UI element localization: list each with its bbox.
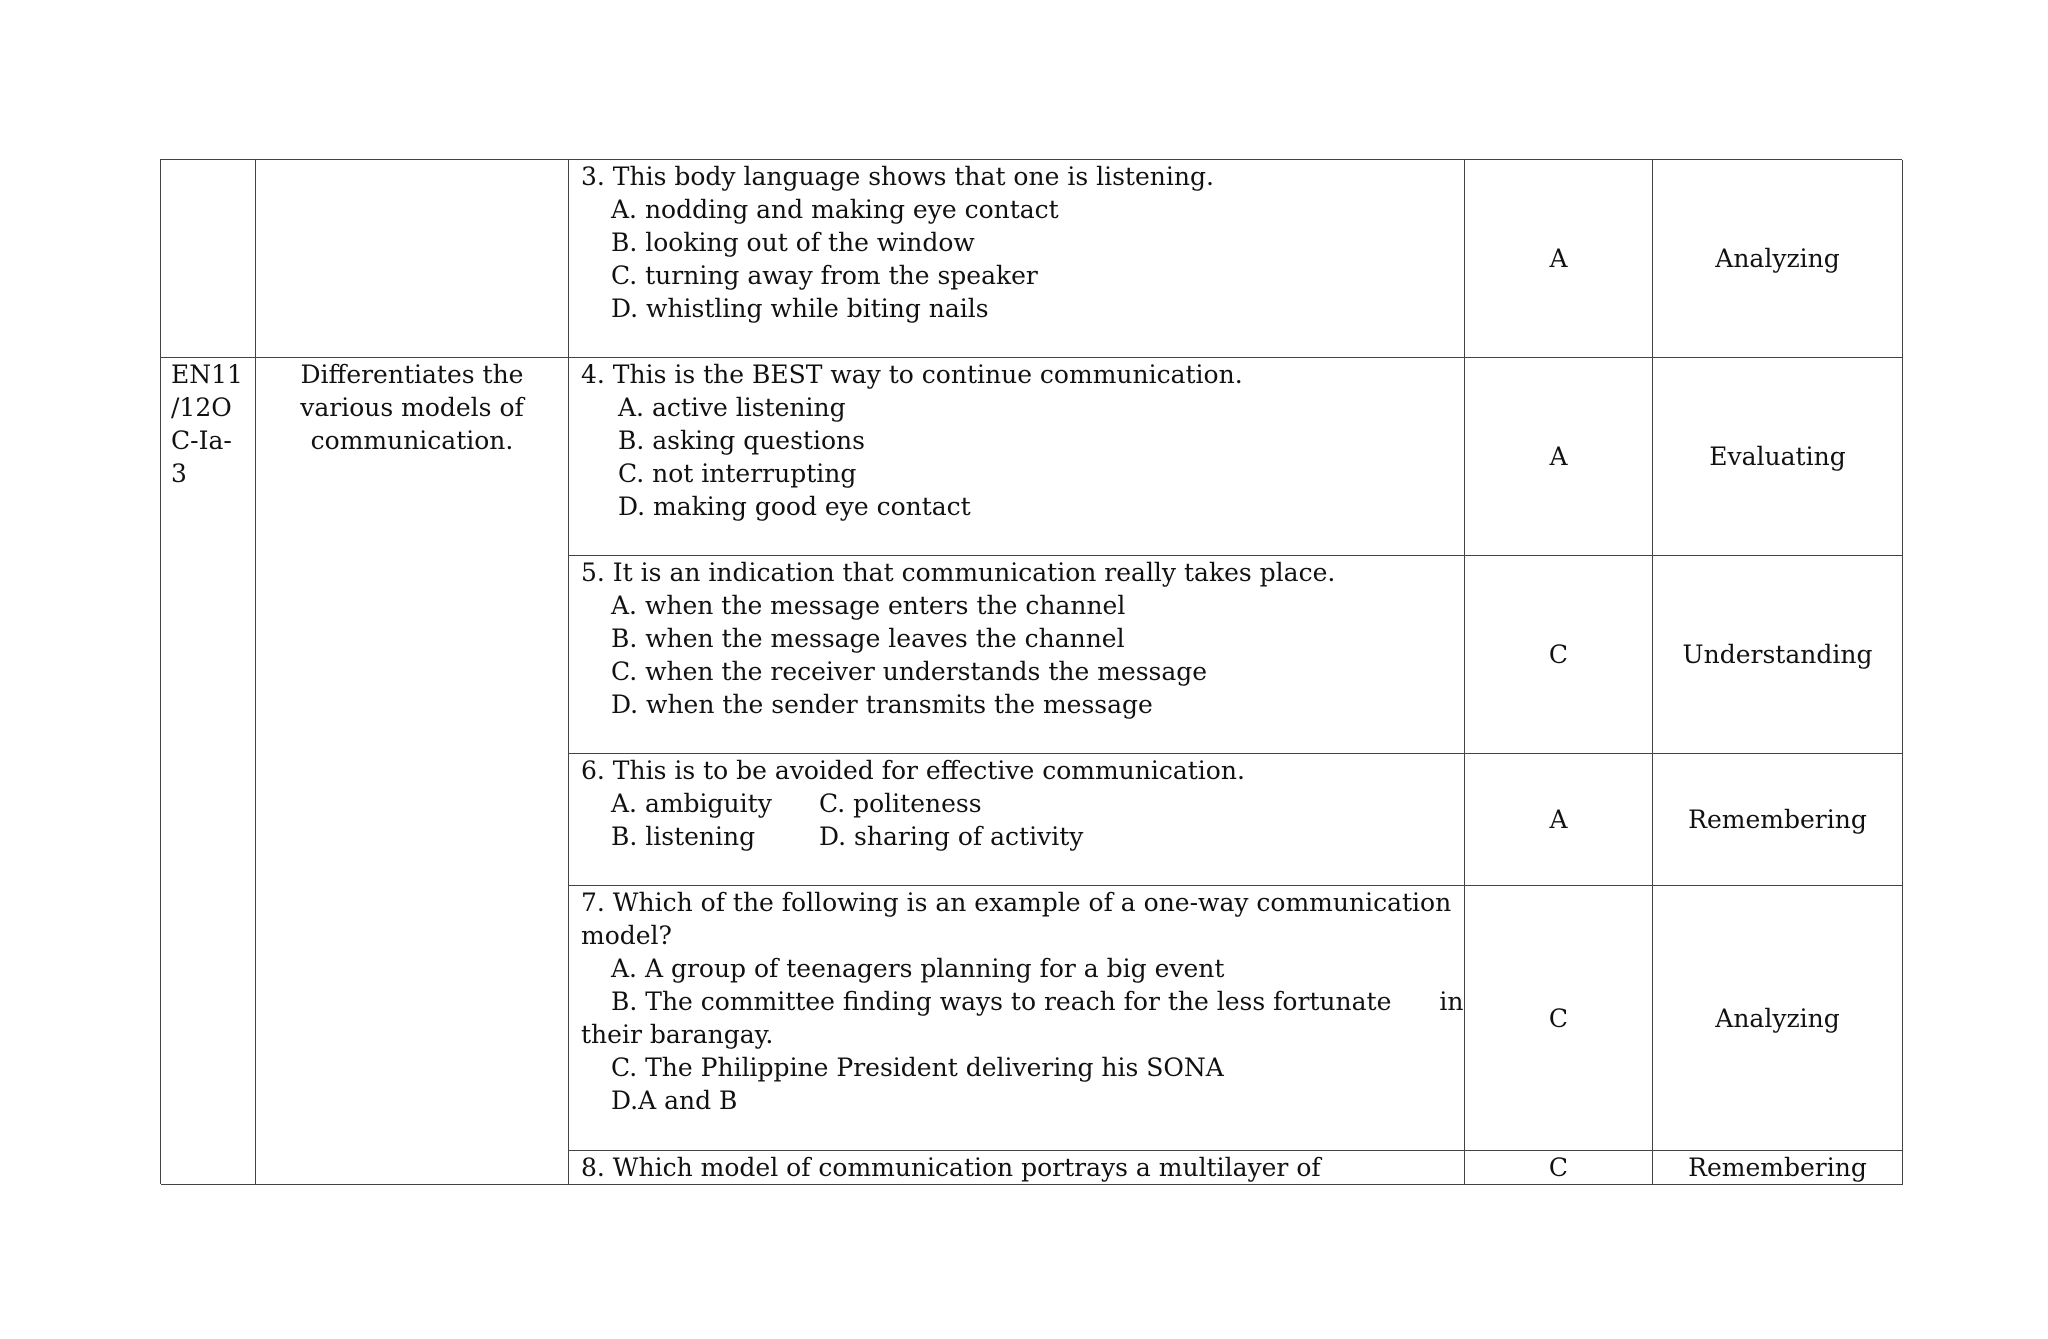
option-a: A. A group of teenagers planning for a big event (611, 954, 1225, 983)
option-c: C. The Philippine President delivering his SONA (611, 1053, 1224, 1082)
question-text: 4. This is the BEST way to continue communication. (581, 360, 1243, 389)
competency-cell (256, 358, 569, 1185)
option-d: D. when the sender transmits the message (611, 690, 1153, 719)
cognitive-level: Remembering (1688, 1153, 1867, 1182)
option-b: B. The committee finding ways to reach for the less fortunate (611, 987, 1392, 1016)
answer-cell-5 (1465, 556, 1653, 754)
code-line: C-Ia- (171, 426, 232, 455)
answer-key: A (1549, 805, 1568, 834)
option-b: B. asking questions (618, 426, 865, 455)
option-d: D.A and B (611, 1086, 738, 1115)
answer-key: A (1549, 244, 1568, 273)
option-d: D. making good eye contact (618, 492, 971, 521)
code-line: 3 (171, 459, 187, 488)
answer-cell-8 (1465, 1151, 1653, 1185)
option-c: C. not interrupting (618, 459, 857, 488)
cognitive-level: Remembering (1688, 805, 1867, 834)
cognitive-level: Evaluating (1709, 442, 1846, 471)
level-cell-4 (1653, 358, 1903, 556)
competency-cell-empty (256, 160, 569, 358)
code-cell (161, 358, 256, 1185)
assessment-table (160, 159, 1902, 1184)
question-cell-4 (569, 358, 1465, 556)
level-cell-6 (1653, 754, 1903, 886)
option-c: C. when the receiver understands the message (611, 657, 1208, 686)
cognitive-level: Understanding (1682, 640, 1873, 669)
answer-cell-4 (1465, 358, 1653, 556)
option-a: A. ambiguity (611, 789, 772, 818)
answer-cell-7 (1465, 886, 1653, 1151)
competency-line: communication. (310, 426, 514, 455)
option-b: B. when the message leaves the channel (611, 624, 1125, 653)
code-line: EN11 (171, 360, 243, 389)
competency-line: Differentiates the (300, 360, 524, 389)
option-a: A. nodding and making eye contact (611, 195, 1059, 224)
question-text: 7. Which of the following is an example of a one-way communication (581, 888, 1452, 917)
option-b: B. looking out of the window (611, 228, 975, 257)
code-cell-empty (161, 160, 256, 358)
level-cell-5 (1653, 556, 1903, 754)
option-a: A. active listening (618, 393, 846, 422)
answer-cell-3 (1465, 160, 1653, 358)
level-cell-8 (1653, 1151, 1903, 1185)
question-text-cont: model? (581, 921, 672, 950)
option-c: C. politeness (819, 789, 982, 818)
question-cell-7 (569, 886, 1465, 1151)
answer-key: A (1549, 442, 1568, 471)
option-d: D. whistling while biting nails (611, 294, 989, 323)
answer-key: C (1548, 1153, 1569, 1182)
question-text: 3. This body language shows that one is listening. (581, 162, 1214, 191)
question-cell-8 (569, 1151, 1465, 1185)
answer-cell-6 (1465, 754, 1653, 886)
competency-line: various models of (300, 393, 524, 422)
option-d: D. sharing of activity (819, 822, 1084, 851)
cognitive-level: Analyzing (1715, 244, 1840, 273)
option-b-wrap: their barangay. (581, 1020, 774, 1049)
question-text: 5. It is an indication that communication really takes place. (581, 558, 1336, 587)
question-cell-5 (569, 556, 1465, 754)
option-b: B. listening (611, 822, 756, 851)
level-cell-3 (1653, 160, 1903, 358)
option-b-cont: in (1439, 987, 1464, 1016)
answer-key: C (1548, 640, 1569, 669)
cognitive-level: Analyzing (1715, 1003, 1840, 1033)
question-text: 6. This is to be avoided for effective communication. (581, 756, 1245, 785)
answer-key: C (1548, 1003, 1569, 1033)
question-text: 8. Which model of communication portrays a multilayer of (581, 1153, 1321, 1182)
question-cell-6 (569, 754, 1465, 886)
level-cell-7 (1653, 886, 1903, 1151)
option-a: A. when the message enters the channel (611, 591, 1126, 620)
code-line: /12O (171, 393, 232, 422)
question-cell-3 (569, 160, 1465, 358)
option-c: C. turning away from the speaker (611, 261, 1038, 290)
